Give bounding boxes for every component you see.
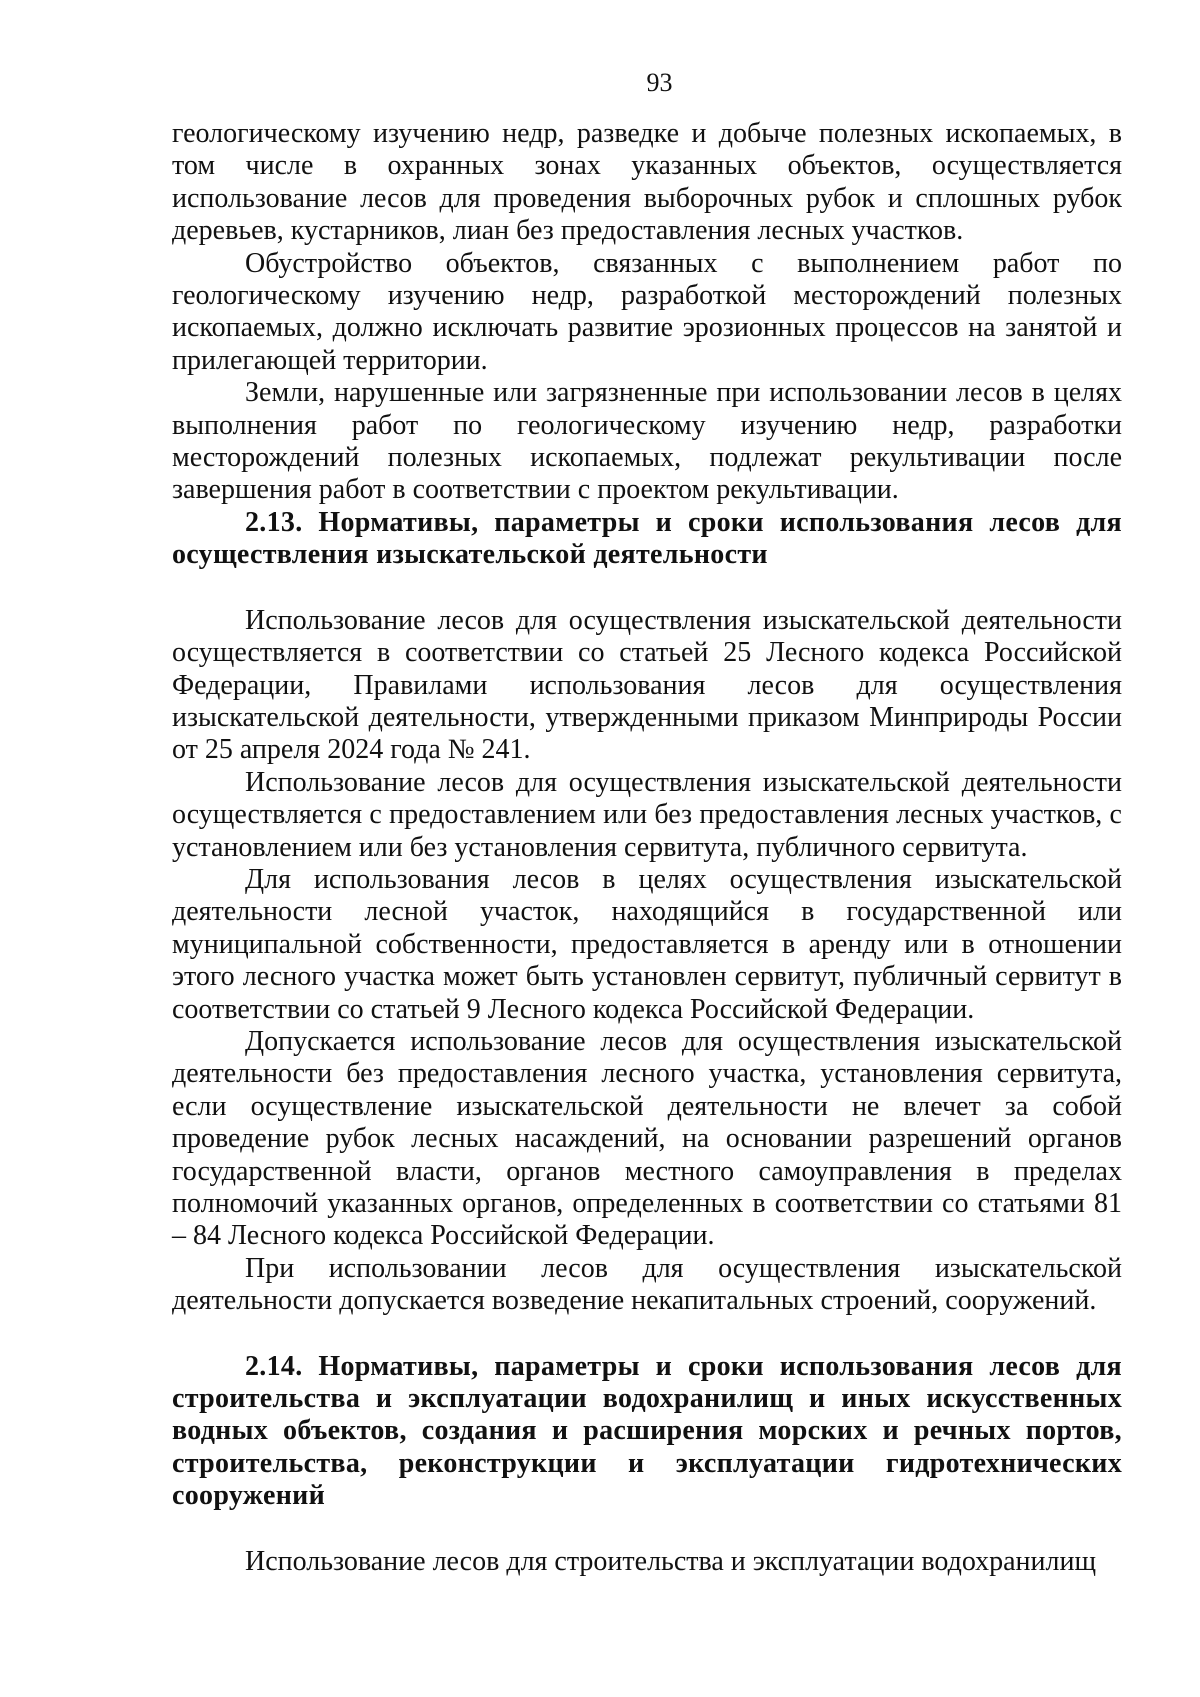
section-2-13-paragraph-4: Допускается использование лесов для осуществления изыскательской деятельности без предоставления лесного участка, установления сервитута, если осуществление изыскательской деятельности не влечет за собой проведение рубок лесных насаждений, на основании разрешений органов государственной власти, органов местного самоуправления в пределах полномочий указанных органов, определенных в соответствии со статьями 81 – 84 Лесного кодекса Российской Федерации. xyxy=(172,1025,1122,1252)
spacer xyxy=(172,1318,1122,1351)
section-2-13-paragraph-3: Для использования лесов в целях осуществления изыскательской деятельности лесной участок, находящийся в государственной или муниципальной собственности, предоставляется в аренду или в отношении этого лесного участка может быть установлен сервитут, публичный сервитут в соответствии со статьей 9 Лесного кодекса Российской Федерации. xyxy=(172,863,1122,1025)
section-2-13-paragraph-2: Использование лесов для осуществления изыскательской деятельности осуществляется с предоставлением или без предоставления лесных участков, с установлением или без установления сервитута, публичного сервитута. xyxy=(172,766,1122,863)
continuation-paragraph: геологическому изучению недр, разведке и добыче полезных ископаемых, в том числе в охранных зонах указанных объектов, осуществляется использование лесов для проведения выборочных рубок и сплошных рубок деревьев, кустарников, лиан без предоставления лесных участков. xyxy=(172,118,1122,247)
page-number: 93 xyxy=(646,68,673,97)
section-2-13-paragraph-5: При использовании лесов для осуществления изыскательской деятельности допускается возведение некапитальных строений, сооружений. xyxy=(172,1252,1122,1317)
paragraph-recultivation: Земли, нарушенные или загрязненные при использовании лесов в целях выполнения работ по геологическому изучению недр, разработки месторождений полезных ископаемых, подлежат рекультивации после завершения работ в соответствии с проектом рекультивации. xyxy=(172,377,1122,506)
spacer xyxy=(172,572,1122,605)
section-2-13-heading: 2.13. Нормативы, параметры и сроки использования лесов для осуществления изыскательской деятельности xyxy=(172,506,1122,571)
spacer xyxy=(172,1513,1122,1546)
section-2-14-paragraph-1: Использование лесов для строительства и эксплуатации водохранилищ xyxy=(245,1545,1097,1577)
document-page xyxy=(172,68,1122,1578)
section-2-13-paragraph-1: Использование лесов для осуществления изыскательской деятельности осуществляется в соответствии со статьей 25 Лесного кодекса Российской Федерации, Правилами использования лесов для осуществления изыскательской деятельности, утвержденными приказом Минприроды России от 25 апреля 2024 года № 241. xyxy=(172,604,1122,766)
section-2-14-heading: 2.14. Нормативы, параметры и сроки использования лесов для строительства и эксплуатации водохранилищ и иных искусственных водных объектов, создания и расширения морских и речных портов, строительства, реконструкции и эксплуатации гидротехнических сооружений xyxy=(172,1350,1122,1512)
paragraph-erosion: Обустройство объектов, связанных с выполнением работ по геологическому изучению недр, разработкой месторождений полезных ископаемых, должно исключать развитие эрозионных процессов на занятой и прилегающей территории. xyxy=(172,247,1122,376)
